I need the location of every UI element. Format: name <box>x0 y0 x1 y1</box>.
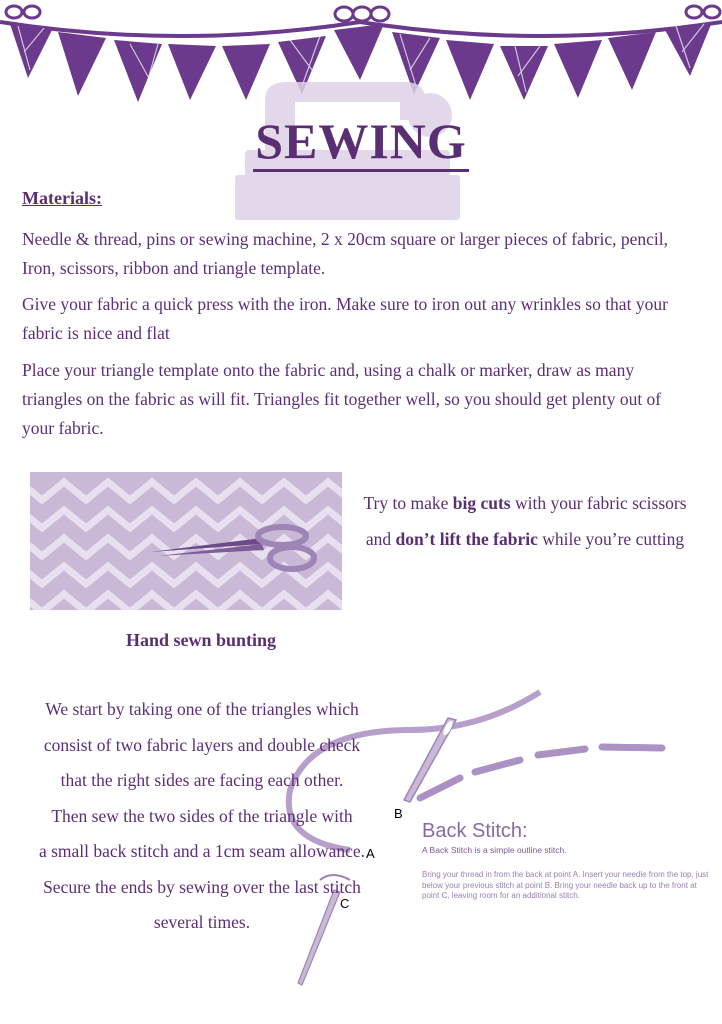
instruction-line: Secure the ends by sewing over the last stitch <box>43 876 361 897</box>
materials-list-paragraph: Needle & thread, pins or sewing machine, 2 x 20cm square or larger pieces of fabric, pencil, Iron, scissors, ribbon and triangle template. <box>22 229 668 278</box>
hand-sewn-instructions <box>22 692 382 941</box>
instruction-line: that the right sides are facing each other. <box>60 770 344 790</box>
fabric-scissors-photo <box>30 472 342 610</box>
iron-fabric-paragraph: Give your fabric a quick press with the iron. Make sure to iron out any wrinkles so that your fabric is nice and flat <box>22 294 668 343</box>
point-b-label: B <box>394 806 403 821</box>
point-c-label: C <box>340 896 350 911</box>
back-stitch-subtitle: A Back Stitch is a simple outline stitch. <box>422 845 567 855</box>
instruction-line: Then sew the two sides of the triangle with <box>51 805 353 826</box>
triangle-template-paragraph: Place your triangle template onto the fabric and, using a chalk or marker, draw as many triangles on the fabric as will fit. Triangles fit together well, so you should get plenty out of your fabric. <box>22 360 662 438</box>
instruction-line: a small back stitch and a 1cm seam allowance. <box>38 841 366 861</box>
instruction-line: We start by taking one of the triangles which <box>45 699 359 719</box>
instruction-line: consist of two fabric layers and double check <box>43 734 361 755</box>
back-stitch-title: Back Stitch: <box>422 820 528 842</box>
cutting-tip: Try to make big cuts with your fabric scissors and don’t lift the fabric while you’re cutting <box>363 493 687 549</box>
instruction-line: several times. <box>153 912 251 932</box>
page-title: SEWING <box>0 112 722 170</box>
back-stitch-description: Bring your thread in from the back at point A. Insert your needle from the top, just below your previous stitch at point B. Bring your needle back up to the front at point C, leaving room for an additional stitch. <box>422 870 709 900</box>
point-a-label: A <box>366 846 375 861</box>
hand-sewn-bunting-heading: Hand sewn bunting <box>125 630 277 650</box>
materials-heading: Materials: <box>22 188 102 208</box>
